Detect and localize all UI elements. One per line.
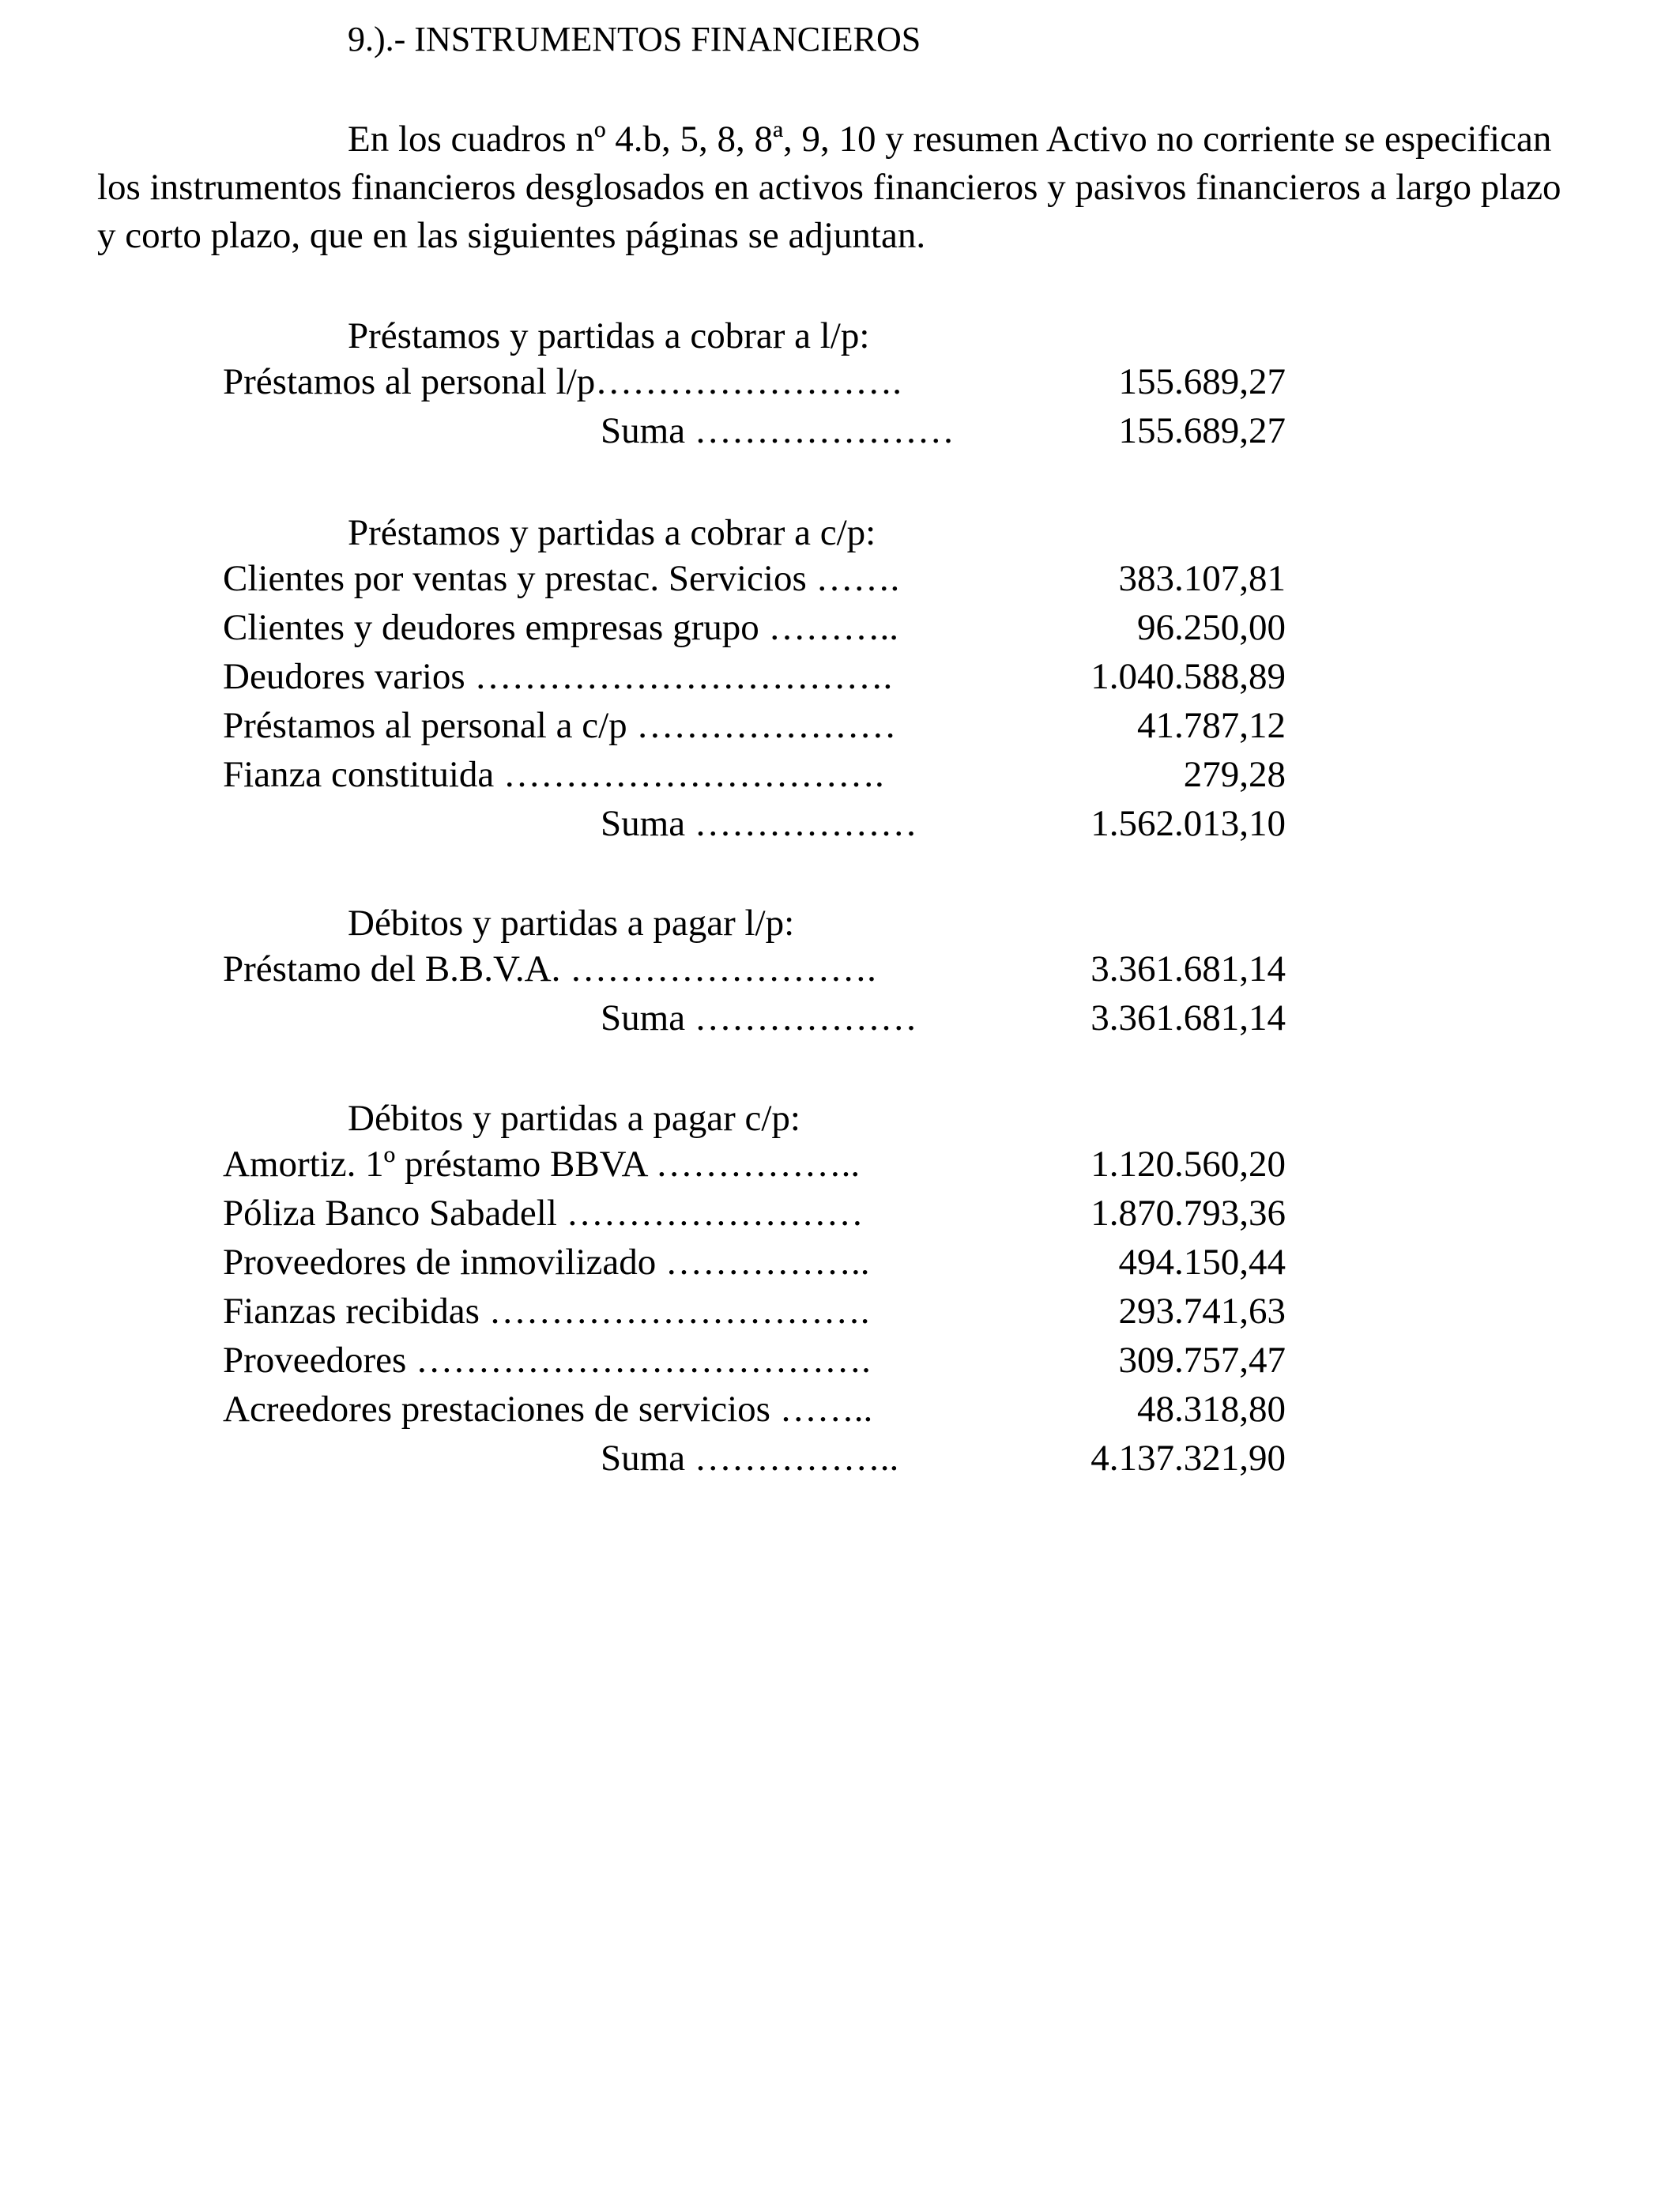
line-item <box>0 1238 1680 1287</box>
line-item-label: Amortiz. 1º préstamo BBVA …………….. <box>223 1144 861 1185</box>
line-item <box>0 357 1680 406</box>
line-item <box>0 944 1680 993</box>
line-item <box>0 701 1680 750</box>
line-item <box>0 554 1680 603</box>
line-item-label: Fianzas recibidas …………………………. <box>223 1291 870 1332</box>
total-amount: 1.562.013,10 <box>1090 803 1286 844</box>
line-item-amount: 1.870.793,36 <box>1090 1193 1286 1234</box>
total-label: Suma …………….. <box>601 1438 899 1479</box>
line-item-amount: 494.150,44 <box>1118 1242 1286 1283</box>
line-item-label: Proveedores de inmovilizado …………….. <box>223 1242 870 1283</box>
total-row <box>0 799 1680 848</box>
line-item <box>0 603 1680 652</box>
total-amount: 155.689,27 <box>1118 410 1286 451</box>
total-row <box>0 406 1680 455</box>
total-row <box>0 1434 1680 1483</box>
section-title: Débitos y partidas a pagar l/p: <box>348 903 795 944</box>
line-item <box>0 652 1680 701</box>
section-heading: 9.).- INSTRUMENTOS FINANCIEROS <box>348 20 921 58</box>
line-item-amount: 3.361.681,14 <box>1090 948 1286 990</box>
line-item-amount: 383.107,81 <box>1118 558 1286 599</box>
total-label: Suma ………………… <box>601 410 955 451</box>
line-item-amount: 155.689,27 <box>1118 361 1286 402</box>
line-item-amount: 309.757,47 <box>1118 1340 1286 1381</box>
line-item-amount: 279,28 <box>1183 754 1286 795</box>
total-label: Suma ……………… <box>601 997 917 1039</box>
line-item <box>0 1336 1680 1385</box>
line-item <box>0 1385 1680 1434</box>
total-row <box>0 993 1680 1042</box>
intro-paragraph: En los cuadros nº 4.b, 5, 8, 8ª, 9, 10 y resumen Activo no corriente se especifican los instrumentos financieros desglosados en activos financieros y pasivos financieros a largo plazo y corto plazo, que en las siguientes páginas se adjuntan. <box>97 119 1561 256</box>
section-title: Préstamos y partidas a cobrar a l/p: <box>348 315 870 356</box>
line-item-amount: 1.040.588,89 <box>1090 656 1286 697</box>
section-title: Débitos y partidas a pagar c/p: <box>348 1098 800 1139</box>
line-item <box>0 750 1680 799</box>
line-item-label: Clientes y deudores empresas grupo ……….. <box>223 607 898 648</box>
line-item-label: Póliza Banco Sabadell …………………… <box>223 1193 864 1234</box>
line-item <box>0 1189 1680 1238</box>
total-amount: 3.361.681,14 <box>1090 997 1286 1039</box>
line-item-label: Préstamos al personal a c/p ………………… <box>223 705 897 746</box>
line-item-amount: 1.120.560,20 <box>1090 1144 1286 1185</box>
line-item <box>0 1140 1680 1189</box>
line-item-label: Deudores varios ……………………………. <box>223 656 893 697</box>
total-label: Suma ……………… <box>601 803 917 844</box>
line-item-label: Préstamos al personal l/p……………………. <box>223 361 902 402</box>
section-title: Préstamos y partidas a cobrar a c/p: <box>348 512 876 553</box>
line-item-label: Proveedores ………………………………. <box>223 1340 871 1381</box>
line-item-amount: 48.318,80 <box>1137 1389 1286 1430</box>
line-item-label: Acreedores prestaciones de servicios …….. <box>223 1389 873 1430</box>
line-item-amount: 96.250,00 <box>1137 607 1286 648</box>
line-item-label: Fianza constituida …………………………. <box>223 754 884 795</box>
line-item-label: Clientes por ventas y prestac. Servicios ……. <box>223 558 900 599</box>
line-item-label: Préstamo del B.B.V.A. ……………………. <box>223 948 876 990</box>
line-item <box>0 1287 1680 1336</box>
line-item-amount: 293.741,63 <box>1118 1291 1286 1332</box>
total-amount: 4.137.321,90 <box>1090 1438 1286 1479</box>
line-item-amount: 41.787,12 <box>1137 705 1286 746</box>
